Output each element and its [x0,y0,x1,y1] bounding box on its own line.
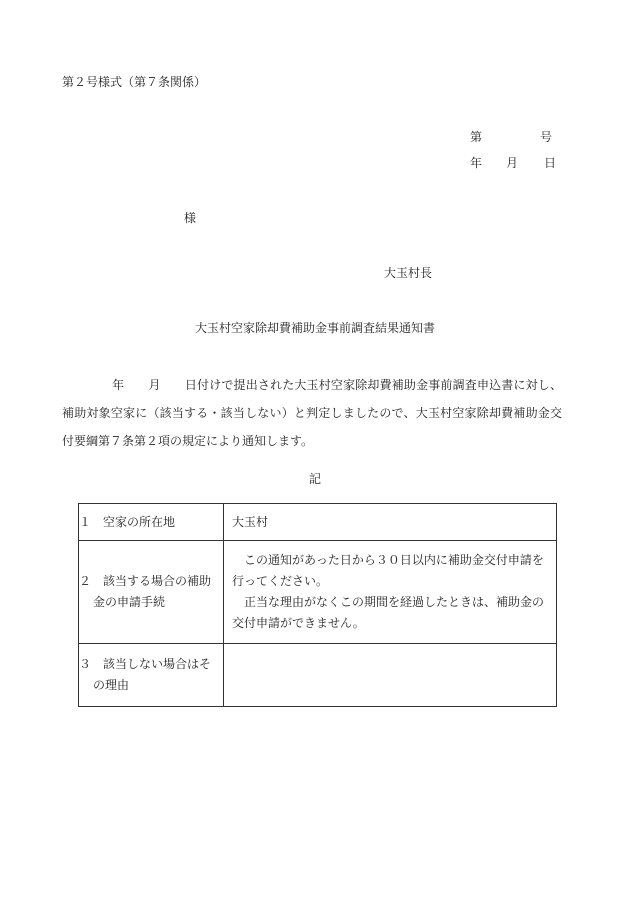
ki-heading: 記 [308,472,321,486]
body-year: 年 [112,378,125,392]
form-number: 第２号様式（第７条関係） [62,75,207,89]
date-day: 日 [544,156,557,170]
number-suffix: 号 [540,130,553,144]
details-table [78,503,557,707]
row2-label: ２ 該当する場合の補助金の申請手続 [79,541,224,644]
document-title: 大玉村空家除却費補助金事前調査結果通知書 [194,321,435,335]
row1-value: 大玉村 [224,504,557,541]
document-number [470,131,552,143]
row2-paragraph-2: 正当な理由がなくこの期間を経過したときは、補助金の交付申請ができません。 [232,595,545,630]
row1-label: １ 空家の所在地 [79,504,224,541]
row2-value [224,541,557,644]
body-paragraph [62,371,562,455]
date-month: 月 [506,156,519,170]
row3-label: ３ 該当しない場合はその理由 [79,644,224,707]
addressee-honorific: 様 [184,211,197,225]
row2-paragraph-1: この通知があった日から３０日以内に補助金交付申請を行ってください。 [232,553,544,588]
table-row [79,541,557,644]
row3-value [224,644,557,707]
table-row [79,644,557,707]
document-date [470,157,556,169]
sender-name: 大玉村長 [384,266,433,280]
body-text: 日付けで提出された大玉村空家除却費補助金事前調査申込書に対し、補助対象空家に（該当する・該当しない）と判定しましたので、大玉村空家除却費補助金交付要綱第７条第２項の規定により通知します。 [62,378,562,448]
table-row [79,504,557,541]
date-year: 年 [470,156,483,170]
number-label: 第 [470,130,483,144]
body-month: 月 [148,378,161,392]
